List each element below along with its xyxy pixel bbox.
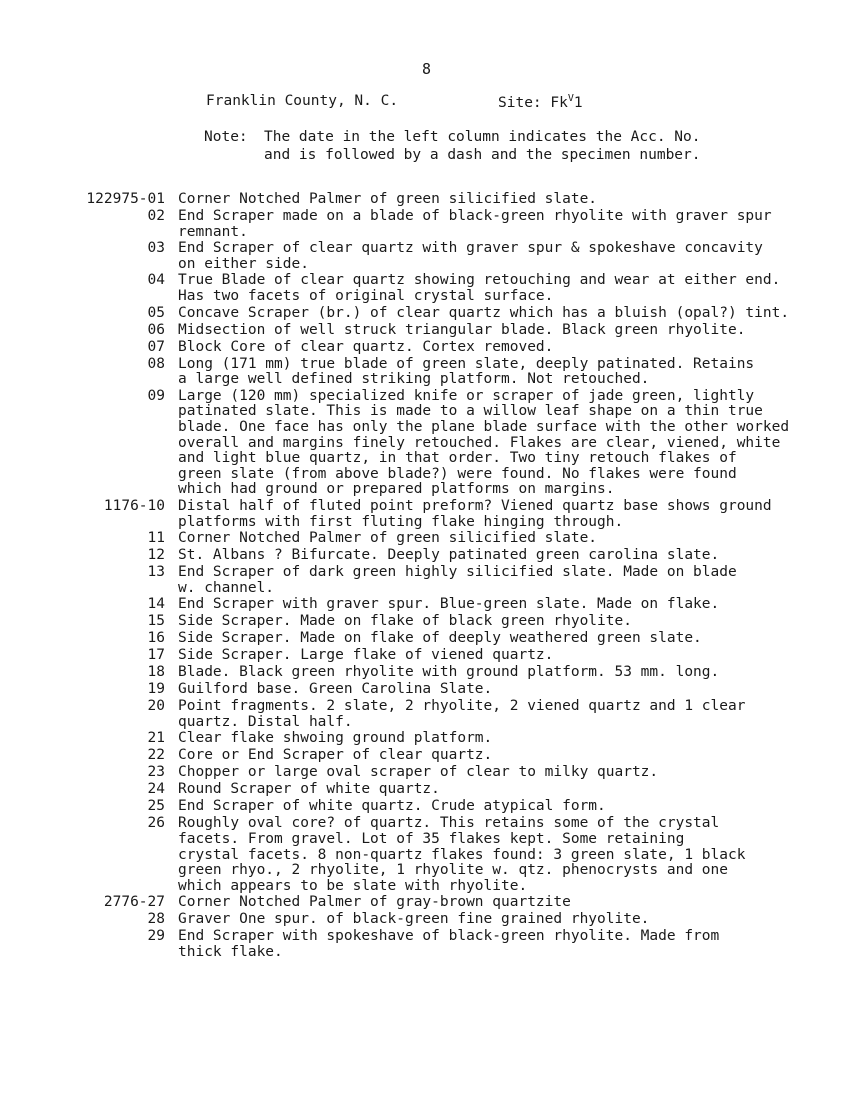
specimen-description: End Scraper with graver spur. Blue-green slate. Made on flake. [178,596,720,613]
specimen-entry [0,241,859,272]
specimen-entry [0,531,859,547]
specimen-entry [0,782,859,798]
specimen-number: 18 [147,664,165,681]
specimen-description: Concave Scraper (br.) of clear quartz which has a bluish (opal?) tint. [178,304,790,321]
specimen-description: Corner Notched Palmer of green silicified slate. [178,191,598,207]
specimen-entry [0,816,859,894]
specimen-number: 08 [147,355,165,372]
specimen-description: End Scraper made on a blade of black-green rhyolite with graver spur remnant. [178,208,772,240]
specimen-entry [0,597,859,613]
specimen-entry [0,929,859,960]
specimen-entry [0,548,859,564]
specimen-number: 122975-01 [86,191,165,207]
specimen-entry [0,648,859,664]
specimen-number: 12 [147,547,165,564]
specimen-number: 16 [147,630,165,647]
specimen-entry [0,209,859,240]
specimen-entry [0,340,859,356]
site-heading [498,93,583,111]
specimen-number: 28 [147,911,165,928]
specimen-entry [0,682,859,698]
specimen-number: 22 [147,747,165,764]
specimen-description: Corner Notched Palmer of green silicified slate. [178,530,598,547]
specimen-entry [0,748,859,764]
county-heading: Franklin County, N. C. [206,93,399,109]
specimen-description: Core or End Scraper of clear quartz. [178,747,493,764]
specimen-description: Chopper or large oval scraper of clear to milky quartz. [178,764,659,781]
specimen-description: True Blade of clear quartz showing retouching and wear at either end. Has two facets of original crystal surface. [178,272,781,304]
specimen-number: 07 [147,338,165,355]
specimen-number: 09 [147,387,165,404]
specimen-number: 05 [147,304,165,321]
specimen-number: 14 [147,596,165,613]
specimen-entry [0,192,859,208]
specimen-number: 26 [147,815,165,832]
specimen-description: Round Scraper of white quartz. [178,781,440,798]
specimen-number: 2776-27 [103,894,165,911]
specimen-number: 29 [147,928,165,945]
specimen-entry [0,895,859,911]
specimen-number: 11 [147,530,165,547]
specimen-description: Roughly oval core? of quartz. This retains some of the crystal facets. From gravel. Lot of 35 flakes kept. Some retaining crystal facets. 8 non-quartz flakes found: 3 green slate, 1 black green rhyo., 2 rhyolite, 1 rhyolite w. qtz. phenocrysts and one which appears to be slate with rhyolite. [178,815,746,894]
specimen-description: End Scraper of white quartz. Crude atypical form. [178,798,606,815]
specimen-number: 21 [147,730,165,747]
specimen-number: 25 [147,798,165,815]
specimen-number: 04 [147,272,165,289]
note-text: The date in the left column indicates the Acc. No. and is followed by a dash and the specimen number. [264,129,701,163]
specimen-description: Point fragments. 2 slate, 2 rhyolite, 2 viened quartz and 1 clear quartz. Distal half. [178,698,746,730]
specimen-number: 06 [147,321,165,338]
specimen-entry [0,306,859,322]
specimen-description: Clear flake shwoing ground platform. [178,730,493,747]
specimen-entry [0,389,859,498]
specimen-description: End Scraper of clear quartz with graver spur & spokeshave concavity on either side. [178,240,763,272]
specimen-number: 20 [147,698,165,715]
specimen-number: 23 [147,764,165,781]
specimen-entry [0,565,859,596]
page-number: 8 [422,60,432,78]
specimen-description: Block Core of clear quartz. Cortex removed. [178,338,554,355]
specimen-description: Side Scraper. Made on flake of black green rhyolite. [178,613,632,630]
note-label: Note: [204,129,248,145]
specimen-number: 17 [147,647,165,664]
specimen-entry [0,665,859,681]
specimen-entry [0,631,859,647]
specimen-entry [0,273,859,304]
specimen-description: Side Scraper. Made on flake of deeply weathered green slate. [178,630,702,647]
specimen-description: St. Albans ? Bifurcate. Deeply patinated green carolina slate. [178,547,720,564]
specimen-entry [0,699,859,730]
specimen-description: Distal half of fluted point preform? Viened quartz base shows ground platforms with first fluting flake hinging through. [178,497,772,530]
specimen-entry [0,799,859,815]
specimen-entry [0,731,859,747]
specimen-list [0,192,859,962]
specimen-description: Guilford base. Green Carolina Slate. [178,681,493,698]
specimen-number: 15 [147,613,165,630]
specimen-description: End Scraper with spokeshave of black-green rhyolite. Made from thick flake. [178,928,720,961]
specimen-description: End Scraper of dark green highly silicified slate. Made on blade w. channel. [178,564,737,596]
specimen-description: Midsection of well struck triangular blade. Black green rhyolite. [178,321,746,338]
specimen-number: 03 [147,240,165,257]
specimen-number: 1176-10 [103,497,165,514]
specimen-description: Blade. Black green rhyolite with ground platform. 53 mm. long. [178,664,720,681]
specimen-number: 19 [147,681,165,698]
specimen-number: 13 [147,564,165,581]
specimen-entry [0,323,859,339]
specimen-entry [0,499,859,530]
specimen-number: 02 [147,208,165,224]
specimen-description: Large (120 mm) specialized knife or scraper of jade green, lightly patinated slate. This is made to a willow leaf shape on a thin true blade. One face has only the plane blade surface with the other worked overall and margins finely retouched. Flakes are clear, viened, white and light blue quartz, in that order. Two tiny retouch flakes of green slate (from above blade?) were found. No flakes were found which had ground or prepared platforms on margins. [178,387,790,498]
specimen-entry [0,357,859,388]
specimen-entry [0,765,859,781]
specimen-entry [0,912,859,928]
site-code: $Fk^V1$ [550,93,583,111]
specimen-number: 24 [147,781,165,798]
site-label: Site: [498,94,542,111]
specimen-description: Corner Notched Palmer of gray-brown quartzite [178,894,571,911]
specimen-entry [0,614,859,630]
specimen-description: Graver One spur. of black-green fine grained rhyolite. [178,911,650,928]
specimen-description: Long (171 mm) true blade of green slate, deeply patinated. Retains a large well defined striking platform. Not retouched. [178,355,755,388]
specimen-description: Side Scraper. Large flake of viened quartz. [178,647,554,664]
